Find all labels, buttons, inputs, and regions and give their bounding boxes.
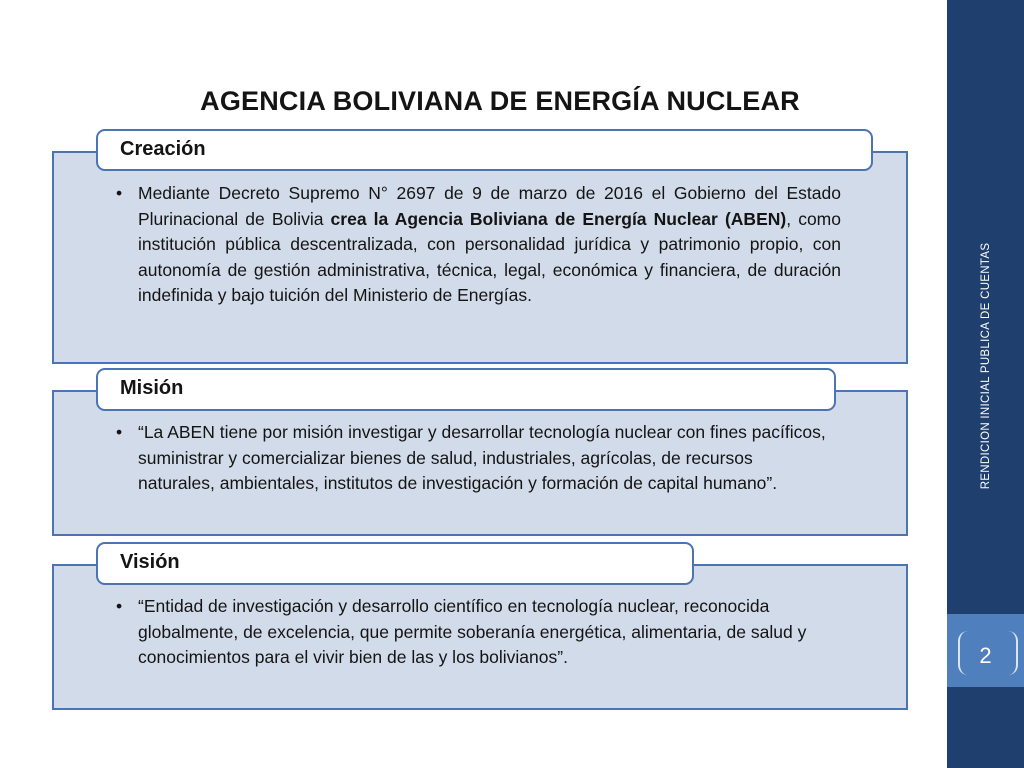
page-number: 2 — [979, 643, 992, 668]
vision-heading: Visión — [120, 551, 180, 573]
creacion-tab — [96, 129, 873, 171]
vision-text-body: “Entidad de investigación y desarrollo científico en tecnología nuclear, reconocida globalmente, de excelencia, que permite soberanía energética, alimentaria, de salud y conocimientos para el vivir bien de las y los bolivianos”. — [138, 596, 807, 667]
mision-tab — [96, 368, 836, 411]
bullet-icon: • — [116, 596, 123, 616]
mision-text-body: “La ABEN tiene por misión investigar y desarrollar tecnología nuclear con fines pacíficos, suministrar y comercializar bienes de salud, industriales, agrícolas, de recursos naturales, ambientales, institutos de investigación y formación de capital humano”. — [138, 422, 826, 493]
creacion-text — [116, 181, 841, 309]
bullet-icon: • — [116, 183, 123, 203]
bullet-icon: • — [116, 422, 123, 442]
slide-title: AGENCIA BOLIVIANA DE ENERGÍA NUCLEAR — [200, 86, 800, 116]
creacion-text-part3: , como institución pública descentralizada, con personalidad jurídica y patrimonio propio, con autonomía de gestión administrativa, técnica, legal, económica y financiera, de duración indefinida y bajo tuición del Ministerio de Energías. — [138, 208, 841, 305]
creacion-text-part1: Mediante Decreto Supremo N° 2697 de 9 de marzo de 2016 el Gobierno del Estado Plurinacional de Bolivia — [138, 183, 841, 229]
sidebar-label: RENDICION INICIAL PUBLICA DE CUENTAS — [980, 242, 992, 490]
mision-heading: Misión — [120, 377, 184, 399]
vision-text — [116, 594, 828, 671]
vision-tab — [96, 542, 694, 585]
creacion-heading: Creación — [120, 138, 206, 160]
mision-text — [116, 420, 828, 497]
creacion-text-bold: crea la Agencia Boliviana de Energía Nuclear (ABEN) — [330, 208, 787, 229]
